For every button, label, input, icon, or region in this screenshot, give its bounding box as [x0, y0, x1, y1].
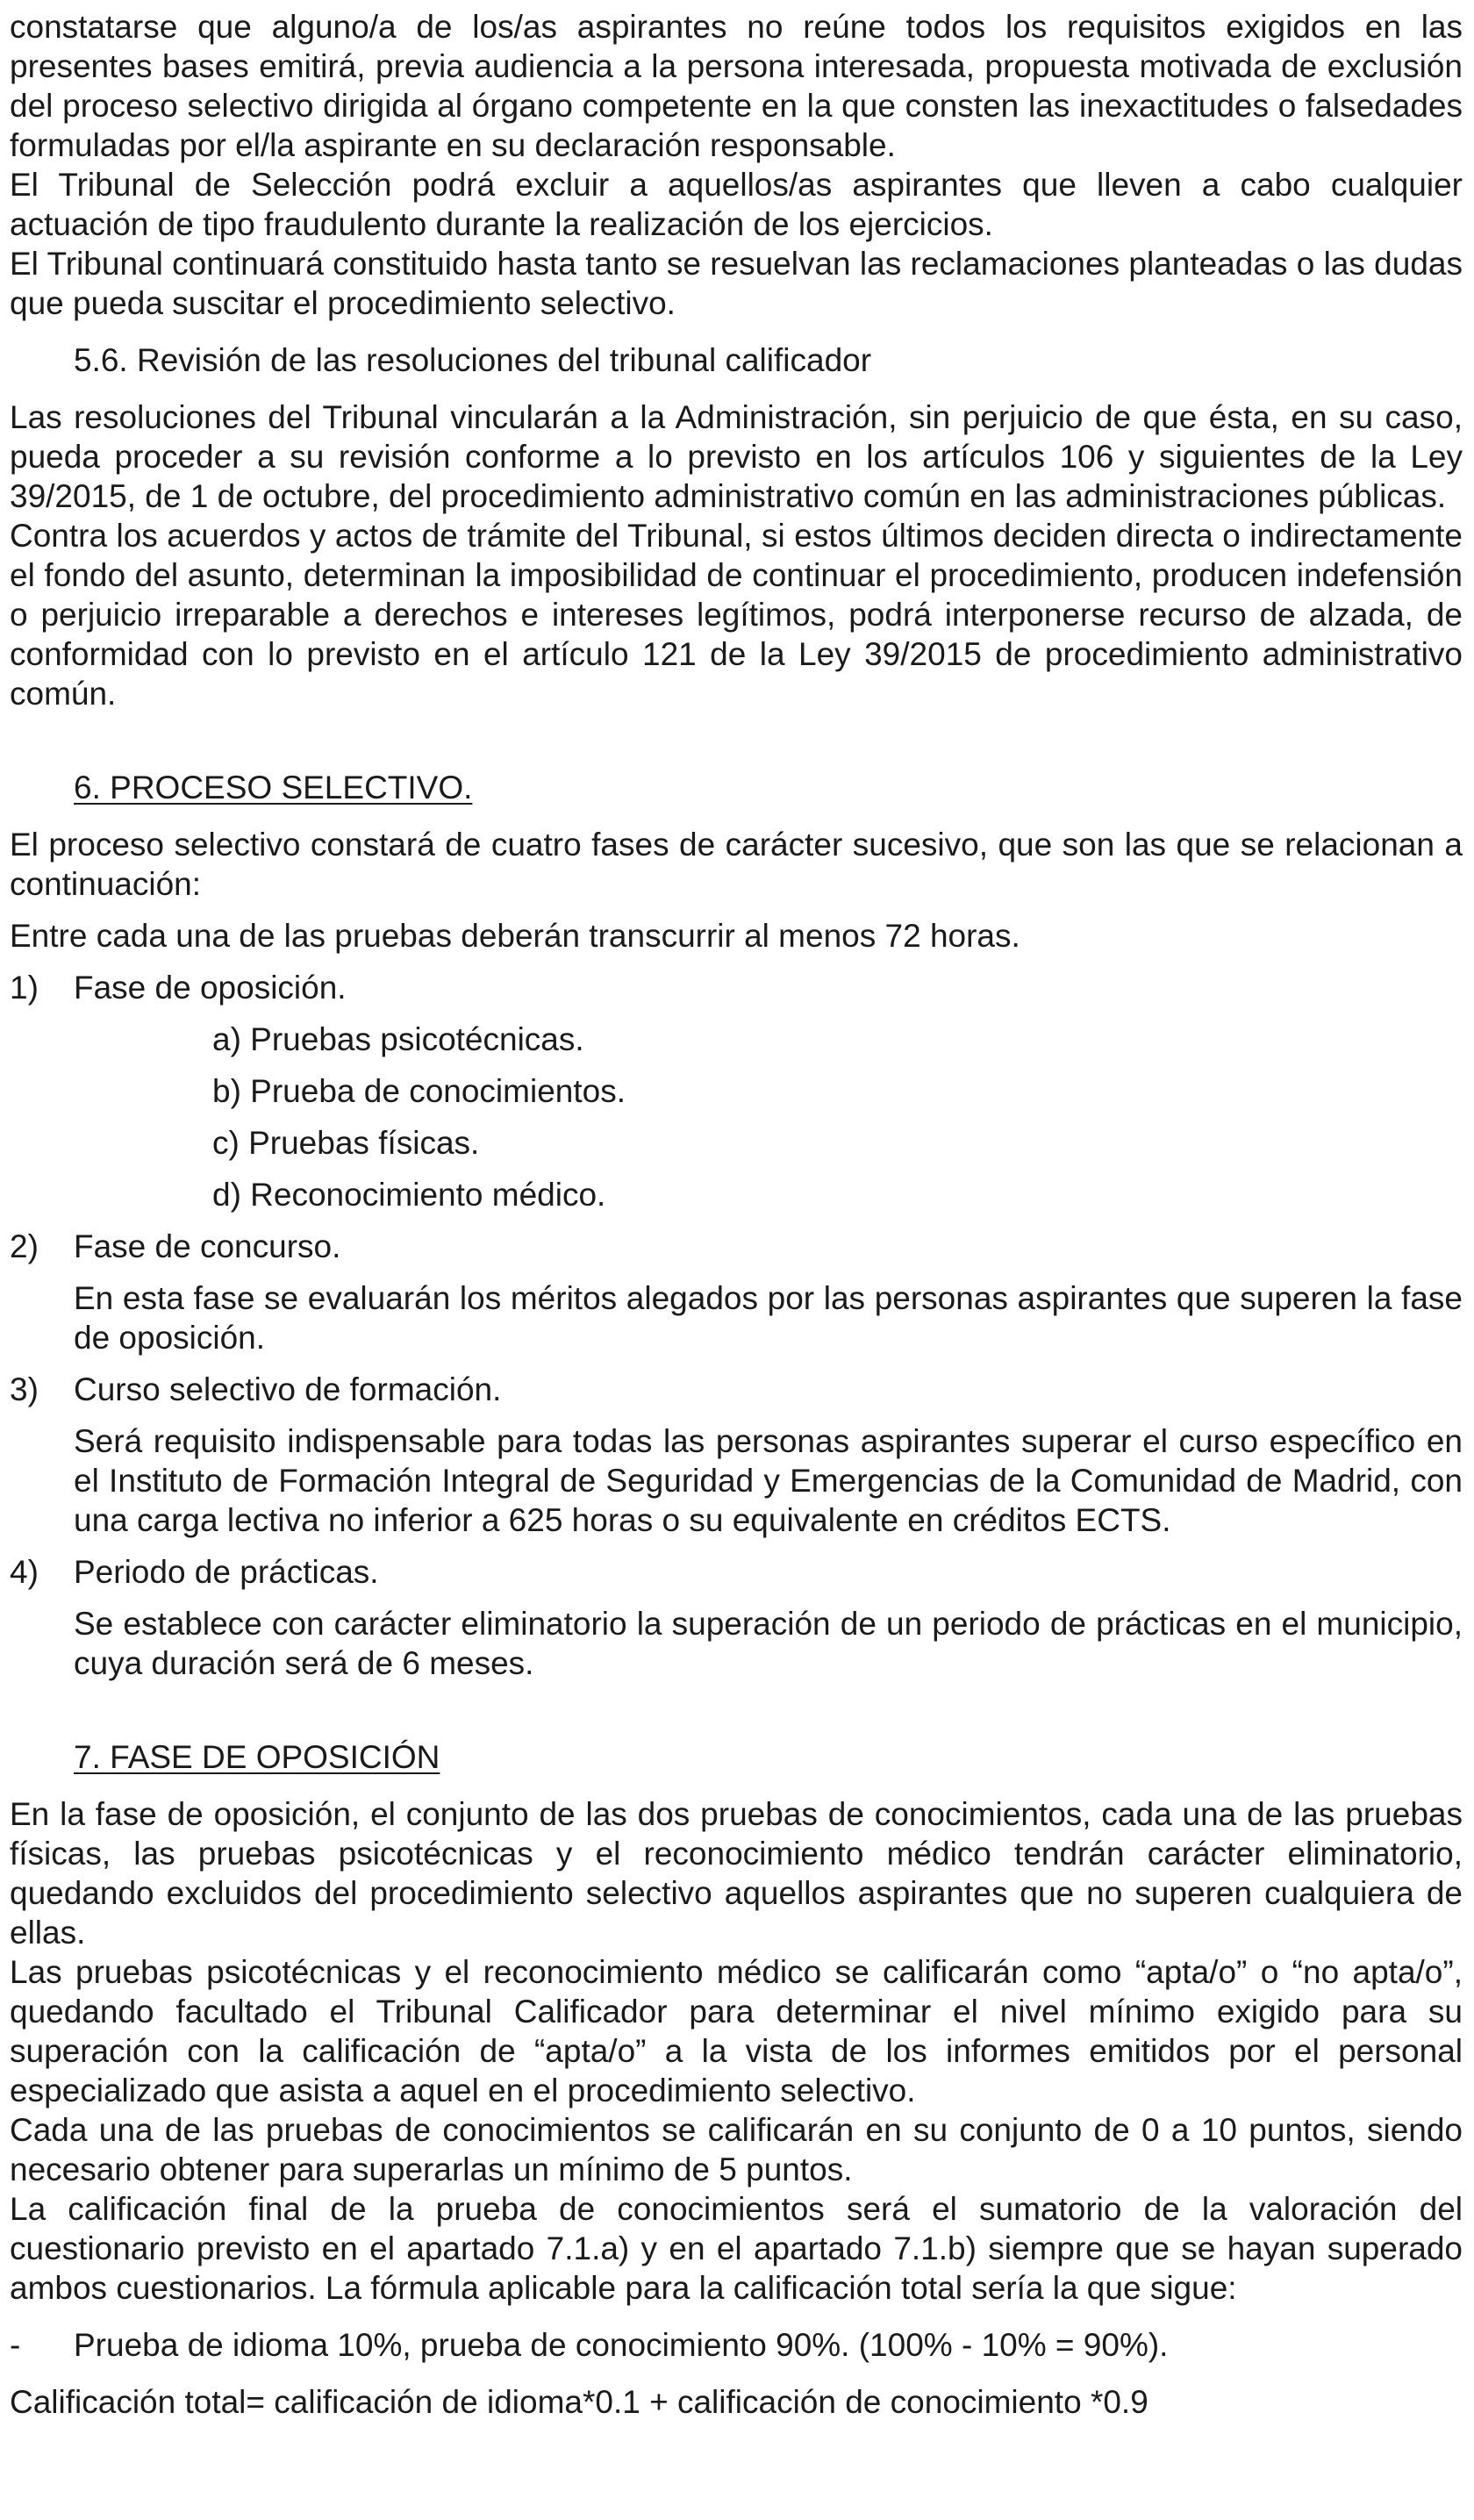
sub-item-conocimientos: b) Prueba de conocimientos. [212, 1073, 626, 1109]
list-label: Periodo de prácticas. [74, 1554, 379, 1590]
section-heading-5-6: 5.6. Revisión de las resoluciones del tribunal calificador [74, 342, 872, 378]
list-number: 3) [10, 1371, 39, 1407]
paragraph-contra: Contra los acuerdos y actos de trámite del Tribunal, si estos últimos deciden directa o indirectamente el fondo del asunto, determinan la imposibilidad de continuar el procedimiento, producen indefensión o perjuicio irreparable a derechos e intereses legítimos, podrá interponerse recurso de alzada, de conformidad con lo previsto en el artículo 121 de la Ley 39/2015 de procedimiento administrativo común. [10, 518, 1463, 712]
document-page [10, 7, 1463, 2422]
section-heading-7-text: 7. FASE DE OPOSICIÓN [74, 1739, 440, 1775]
bullet-dash: - [10, 2327, 21, 2363]
paragraph-fases: El proceso selectivo constará de cuatro fases de carácter sucesivo, que son las que se relacionan a continuación: [10, 827, 1463, 902]
paragraph-exclusion: constatarse que alguno/a de los/as aspirantes no reúne todos los requisitos exigidos en las presentes bases emitirá, previa audiencia a la persona interesada, propuesta motivada de exclusión del proceso selectivo dirigida al órgano competente en la que consten las inexactitudes o falsedades formuladas por el/la aspirante en su declaración responsable. [10, 9, 1463, 163]
list-number: 2) [10, 1228, 39, 1264]
list-label: Curso selectivo de formación. [74, 1371, 502, 1407]
list-item-practicas-text: Se establece con carácter eliminatorio la superación de un periodo de prácticas en el municipio, cuya duración será de 6 meses. [74, 1606, 1463, 1681]
paragraph-oposicion: En la fase de oposición, el conjunto de las dos pruebas de conocimientos, cada una de las pruebas físicas, las pruebas psicotécnicas y el reconocimiento médico tendrán carácter eliminatorio, quedando excluidos del procedimiento selectivo aquellos aspirantes que no superen cualquiera de ellas. [10, 1796, 1463, 1951]
list-item-periodo-practicas [10, 1552, 1463, 1592]
sub-item-psicotecnicas: a) Pruebas psicotécnicas. [212, 1021, 584, 1057]
section-heading-7 [10, 1737, 1463, 1777]
sub-item-fisicas: c) Pruebas físicas. [212, 1125, 480, 1161]
list-item-curso-text: Será requisito indispensable para todas las personas aspirantes superar el curso específico en el Instituto de Formación Integral de Seguridad y Emergencias de la Comunidad de Madrid, con una carga lectiva no inferior a 625 horas o su equivalente en créditos ECTS. [74, 1423, 1463, 1538]
bullet-item-idioma [10, 2325, 1463, 2365]
sub-item-reconocimiento: d) Reconocimiento médico. [212, 1177, 606, 1213]
list-item-concurso-text: En esta fase se evaluarán los méritos alegados por las personas aspirantes que superen la fase de oposición. [74, 1280, 1463, 1356]
bullet-text: Prueba de idioma 10%, prueba de conocimiento 90%. (100% - 10% = 90%). [74, 2327, 1169, 2363]
paragraph-resoluciones: Las resoluciones del Tribunal vincularán a la Administración, sin perjuicio de que ésta, en su caso, pueda proceder a su revisión conforme a lo previsto en los artículos 106 y siguientes de la Ley 39/2015, de 1 de octubre, del procedimiento administrativo común en las administraciones públicas. [10, 399, 1463, 514]
list-label: Fase de concurso. [74, 1228, 341, 1264]
list-number: 4) [10, 1554, 39, 1590]
paragraph-tribunal-excluir: El Tribunal de Selección podrá excluir a aquellos/as aspirantes que lleven a cabo cualquier actuación de tipo fraudulento durante la realización de los ejercicios. [10, 167, 1463, 242]
paragraph-tribunal-continuara: El Tribunal continuará constituido hasta tanto se resuelvan las reclamaciones planteadas o las dudas que pueda suscitar el procedimiento selectivo. [10, 246, 1463, 321]
list-number: 1) [10, 970, 39, 1006]
list-item-curso-selectivo [10, 1370, 1463, 1409]
list-item-fase-concurso [10, 1227, 1463, 1266]
paragraph-calificacion-final: La calificación final de la prueba de conocimientos será el sumatorio de la valoración del cuestionario previsto en el apartado 7.1.a) y en el apartado 7.1.b) siempre que se hayan superado ambos cuestionarios. La fórmula aplicable para la calificación total sería la que sigue: [10, 2191, 1463, 2306]
paragraph-apta: Las pruebas psicotécnicas y el reconocimiento médico se calificarán como “apta/o” o “no apta/o”, quedando facultado el Tribunal Calificador para determinar el nivel mínimo exigido para su superación con la calificación de “apta/o” a la vista de los informes emitidos por el personal especializado que asista a aquel en el procedimiento selectivo. [10, 1954, 1463, 2108]
section-heading-6 [10, 768, 1463, 807]
paragraph-puntos: Cada una de las pruebas de conocimientos se calificarán en su conjunto de 0 a 10 puntos, siendo necesario obtener para superarlas un mínimo de 5 puntos. [10, 2112, 1463, 2187]
list-label: Fase de oposición. [74, 970, 347, 1006]
paragraph-72-horas: Entre cada una de las pruebas deberán transcurrir al menos 72 horas. [10, 918, 1020, 954]
paragraph-formula: Calificación total= calificación de idioma*0.1 + calificación de conocimiento *0.9 [10, 2384, 1148, 2420]
section-heading-6-text: 6. PROCESO SELECTIVO. [74, 770, 473, 805]
list-item-fase-oposicion [10, 968, 1463, 1007]
